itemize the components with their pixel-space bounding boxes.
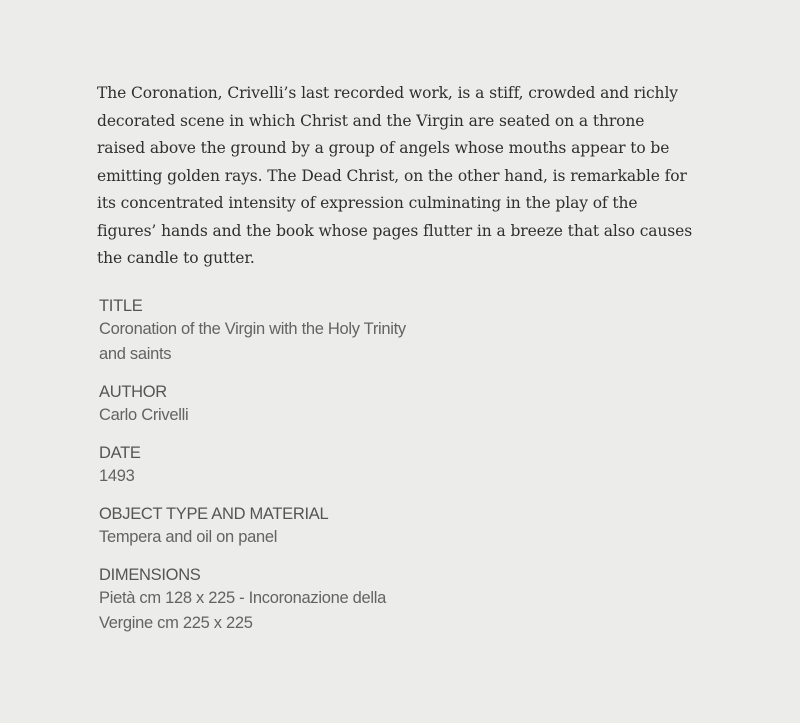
metadata-object-type-label: OBJECT TYPE AND MATERIAL (99, 505, 329, 523)
artwork-metadata (99, 295, 429, 650)
metadata-author-label: AUTHOR (99, 383, 167, 401)
metadata-dimensions-label: DIMENSIONS (99, 566, 201, 584)
metadata-date (99, 442, 429, 489)
metadata-author (99, 381, 429, 428)
metadata-date-value: 1493 (99, 467, 135, 485)
metadata-author-value: Carlo Crivelli (99, 406, 189, 424)
metadata-object-type-value: Tempera and oil on panel (99, 528, 278, 546)
metadata-object-type (99, 503, 429, 550)
metadata-dimensions (99, 564, 429, 636)
metadata-title (99, 295, 429, 367)
metadata-title-label: TITLE (99, 297, 143, 315)
metadata-date-label: DATE (99, 444, 141, 462)
metadata-dimensions-value: Pietà cm 128 x 225 - Incoronazione della Vergine cm 225 x 225 (99, 589, 387, 632)
metadata-title-value: Coronation of the Virgin with the Holy Trinity and saints (99, 320, 406, 363)
artwork-description: The Coronation, Crivelli’s last recorded work, is a stiff, crowded and richly decorated scene in which Christ and the Virgin are seated on a throne raised above the ground by a group of angels whose mouths appear to be emitting golden rays. The Dead Christ, on the other hand, is remarkable for its concentrated intensity of expression culminating in the play of the figures’ hands and the book whose pages flutter in a breeze that also causes the candle to gutter. (97, 84, 693, 267)
